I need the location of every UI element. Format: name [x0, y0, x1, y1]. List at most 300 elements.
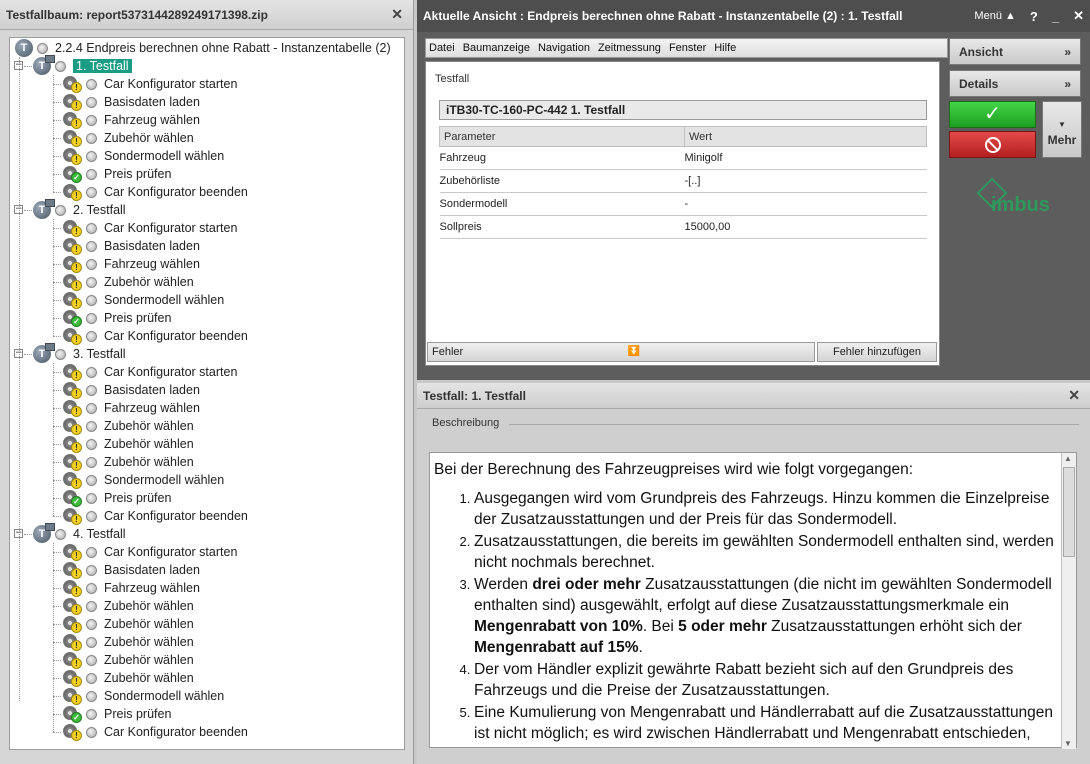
- test-step-label: Preis prüfen: [104, 167, 172, 181]
- table-header-row: [440, 127, 927, 147]
- menu-item-navigation[interactable]: Navigation: [537, 42, 590, 54]
- tree-item-step[interactable]: [62, 687, 224, 705]
- details-label: Details: [959, 76, 999, 91]
- status-dot-icon: [86, 475, 97, 486]
- test-step-icon: [62, 687, 82, 705]
- ansicht-button[interactable]: [949, 38, 1081, 65]
- tree-item-step[interactable]: [62, 633, 194, 651]
- tree-connector: [53, 363, 54, 516]
- tree-item-step[interactable]: [62, 723, 248, 741]
- tree-connector: [24, 210, 32, 211]
- warning-badge-icon: !: [71, 460, 82, 471]
- tree-connector: [53, 102, 61, 103]
- tree-connector: [53, 282, 61, 283]
- status-dot-icon: [86, 97, 97, 108]
- test-step-label: Basisdaten laden: [104, 95, 200, 109]
- test-step-icon: [62, 633, 82, 651]
- test-step-label: Zubehör wählen: [104, 437, 194, 451]
- imbus-logo: [973, 178, 1063, 220]
- table-row[interactable]: [440, 147, 927, 170]
- status-dot-icon: [86, 295, 97, 306]
- menu-button[interactable]: [974, 10, 1015, 22]
- warning-badge-icon: !: [71, 298, 82, 309]
- testcase-tree: [9, 37, 405, 750]
- collapse-toggle-icon[interactable]: −: [15, 348, 23, 358]
- test-step-icon: [62, 111, 82, 129]
- parameter-cell: Sollpreis: [440, 216, 685, 239]
- table-row[interactable]: [440, 193, 927, 216]
- logo-text: imbus: [991, 194, 1050, 216]
- test-step-label: Zubehör wählen: [104, 599, 194, 613]
- description-list-item: [474, 488, 1056, 530]
- test-step-label: Sondermodell wählen: [104, 473, 225, 487]
- tree-item-step[interactable]: [62, 363, 237, 381]
- testcase-section-label: Testfall: [435, 73, 470, 85]
- warning-badge-icon: !: [71, 622, 82, 633]
- status-dot-icon: [55, 61, 66, 72]
- ansicht-label: Ansicht: [959, 44, 1004, 59]
- test-step-icon: [62, 219, 82, 237]
- tree-connector: [24, 66, 32, 67]
- description-intro: Bei der Berechnung des Fahrzeugpreises wird wie folgt vorgegangen:: [434, 461, 914, 478]
- testcase-label: 3. Testfall: [73, 347, 126, 361]
- menu-item-fenster[interactable]: Fenster: [668, 42, 707, 54]
- emphasis-text: 5 oder mehr: [678, 618, 767, 635]
- tree-connector: [53, 516, 61, 517]
- details-button[interactable]: [949, 70, 1081, 97]
- test-step-icon: [62, 129, 82, 147]
- tree-connector: [53, 174, 61, 175]
- tree-connector: [53, 732, 61, 733]
- passed-badge-icon: ✓: [71, 172, 82, 183]
- testsuite-icon: T: [15, 39, 33, 57]
- pass-button[interactable]: [949, 101, 1036, 128]
- tree-item-step[interactable]: [62, 651, 194, 669]
- current-view-panel: [417, 0, 1090, 380]
- test-step-icon: [62, 615, 82, 633]
- current-view-header: [417, 0, 1090, 32]
- parameter-cell: Zubehörliste: [440, 170, 685, 193]
- close-icon: ✕: [1073, 8, 1084, 23]
- body-text: Zusatzausstattungen erhöht sich der: [766, 618, 1022, 635]
- test-step-icon: [62, 399, 82, 417]
- tree-connector: [53, 246, 61, 247]
- testcase-icon: T: [33, 201, 51, 219]
- warning-badge-icon: !: [71, 136, 82, 147]
- expand-down-icon[interactable]: ⏬: [627, 346, 640, 357]
- body-text: Zusatzausstattungen, die bereits im gewählten Sondermodell enthalten sind, werden nicht nochmals berechnet.: [474, 533, 1054, 571]
- emphasis-text: Mengenrabatt von 10%: [474, 618, 643, 635]
- tree-connector: [53, 498, 61, 499]
- status-dot-icon: [55, 349, 66, 360]
- status-dot-icon: [86, 511, 97, 522]
- description-scrollbar[interactable]: [1061, 453, 1076, 749]
- scroll-down-icon[interactable]: ▼: [1064, 739, 1072, 748]
- test-step-label: Preis prüfen: [104, 311, 172, 325]
- tree-connector: [53, 624, 61, 625]
- test-step-label: Car Konfigurator beenden: [104, 185, 248, 199]
- description-list-item: [474, 702, 1056, 744]
- warning-badge-icon: !: [71, 388, 82, 399]
- tree-connector: [24, 534, 32, 535]
- test-step-label: Car Konfigurator starten: [104, 545, 238, 559]
- tree-connector: [53, 678, 61, 679]
- status-dot-icon: [86, 403, 97, 414]
- tree-panel-header: [0, 0, 413, 30]
- status-dot-icon: [86, 313, 97, 324]
- passed-badge-icon: ✓: [71, 496, 82, 507]
- status-dot-icon: [86, 187, 97, 198]
- test-step-icon: [62, 489, 82, 507]
- description-list-item: [474, 659, 1056, 701]
- add-error-button[interactable]: Fehler hinzufügen: [817, 342, 937, 362]
- testcase-description-panel: [417, 383, 1090, 764]
- warning-badge-icon: !: [71, 244, 82, 255]
- parameter-cell: Fahrzeug: [440, 147, 685, 170]
- description-text[interactable]: [429, 452, 1077, 748]
- tree-connector: [53, 84, 61, 85]
- test-step-label: Zubehör wählen: [104, 617, 194, 631]
- test-step-label: Zubehör wählen: [104, 653, 194, 667]
- status-dot-icon: [86, 601, 97, 612]
- tree-connector: [53, 660, 61, 661]
- tree-item-step[interactable]: [62, 705, 171, 723]
- status-dot-icon: [86, 151, 97, 162]
- tree-connector: [53, 138, 61, 139]
- double-chevron-right-icon: »: [1064, 44, 1071, 59]
- warning-badge-icon: !: [71, 262, 82, 273]
- status-dot-icon: [37, 43, 48, 54]
- value-cell: 15000,00: [685, 216, 927, 239]
- tree-item-testcase[interactable]: [33, 201, 126, 219]
- testcase-label: 1. Testfall: [73, 59, 132, 73]
- warning-badge-icon: !: [71, 406, 82, 417]
- tree-connector: [53, 642, 61, 643]
- testcase-icon: T: [33, 345, 51, 363]
- test-step-label: Preis prüfen: [104, 707, 172, 721]
- test-step-icon: [62, 705, 82, 723]
- test-step-icon: [62, 669, 82, 687]
- status-dot-icon: [86, 223, 97, 234]
- help-label: ?: [1029, 8, 1038, 24]
- current-view-title: Aktuelle Ansicht : Endpreis berechnen ohne Rabatt - Instanzentabelle (2) : 1. Testfall: [423, 9, 903, 23]
- tree-item-step[interactable]: [62, 399, 200, 417]
- testcase-icon: T: [33, 57, 51, 75]
- testcase-id: iTB30-TC-160-PC-442 1. Testfall: [439, 100, 927, 120]
- test-step-icon: [62, 579, 82, 597]
- tree-item-step[interactable]: [62, 597, 194, 615]
- test-step-icon: [62, 93, 82, 111]
- tree-connector: [53, 264, 61, 265]
- tree-item-step[interactable]: [62, 291, 224, 309]
- scrollbar-thumb[interactable]: [1063, 467, 1075, 557]
- close-icon[interactable]: ✕: [1068, 387, 1080, 403]
- tree-connector: [53, 588, 61, 589]
- testcase-label: 2. Testfall: [73, 203, 126, 217]
- status-dot-icon: [86, 331, 97, 342]
- test-step-icon: [62, 291, 82, 309]
- tree-connector: [53, 156, 61, 157]
- status-dot-icon: [86, 169, 97, 180]
- tree-item-step[interactable]: [62, 579, 200, 597]
- status-dot-icon: [86, 691, 97, 702]
- tree-item-step[interactable]: [62, 129, 194, 147]
- test-step-icon: [62, 435, 82, 453]
- status-dot-icon: [86, 133, 97, 144]
- status-dot-icon: [86, 457, 97, 468]
- status-dot-icon: [86, 421, 97, 432]
- status-dot-icon: [86, 727, 97, 738]
- test-step-label: Basisdaten laden: [104, 563, 200, 577]
- warning-badge-icon: !: [71, 478, 82, 489]
- checkmark-icon: ✓: [984, 103, 1001, 125]
- double-chevron-right-icon: »: [1064, 76, 1071, 91]
- status-dot-icon: [86, 385, 97, 396]
- no-entry-icon: [985, 137, 1001, 153]
- tree-item-step[interactable]: [62, 219, 237, 237]
- chevron-down-icon: ▼: [1058, 120, 1066, 129]
- test-step-icon: [62, 273, 82, 291]
- test-step-icon: [62, 147, 82, 165]
- tree-item-step[interactable]: [62, 543, 237, 561]
- test-step-label: Car Konfigurator beenden: [104, 725, 248, 739]
- status-dot-icon: [55, 205, 66, 216]
- test-step-label: Zubehör wählen: [104, 455, 194, 469]
- tree-connector: [53, 480, 61, 481]
- warning-badge-icon: !: [71, 190, 82, 201]
- passed-badge-icon: ✓: [71, 712, 82, 723]
- help-button[interactable]: [1030, 9, 1038, 24]
- table-row[interactable]: [440, 170, 927, 193]
- warning-badge-icon: !: [71, 640, 82, 651]
- status-dot-icon: [86, 367, 97, 378]
- tree-connector: [53, 318, 61, 319]
- tree-item-testcase[interactable]: [33, 57, 132, 75]
- body-text: Eine Kumulierung von Mengenrabatt und Händlerrabatt auf die Zusatzausstattungen ist nicht möglich; es wird zwischen Händlerrabatt und Mengenrabatt entschieden,: [474, 704, 1054, 742]
- warning-badge-icon: !: [71, 100, 82, 111]
- warning-badge-icon: !: [71, 568, 82, 579]
- status-dot-icon: [86, 115, 97, 126]
- tree-connector: [53, 300, 61, 301]
- tree-connector: [24, 354, 32, 355]
- tree-item-step[interactable]: [62, 417, 194, 435]
- test-step-label: Preis prüfen: [104, 491, 172, 505]
- test-step-label: Sondermodell wählen: [104, 689, 225, 703]
- error-label: Fehler: [432, 346, 464, 358]
- testcase-icon: T: [33, 525, 51, 543]
- collapse-toggle-icon[interactable]: −: [15, 204, 23, 214]
- value-cell: Minigolf: [685, 147, 927, 170]
- warning-badge-icon: !: [71, 550, 82, 561]
- warning-badge-icon: !: [71, 694, 82, 705]
- tree-item-step[interactable]: [62, 255, 200, 273]
- test-step-icon: [62, 561, 82, 579]
- status-dot-icon: [86, 259, 97, 270]
- body-text: Werden: [474, 576, 533, 593]
- tree-connector: [53, 336, 61, 337]
- test-step-label: Zubehör wählen: [104, 671, 194, 685]
- warning-badge-icon: !: [71, 442, 82, 453]
- test-step-label: Car Konfigurator beenden: [104, 509, 248, 523]
- tree-item-testcase[interactable]: [33, 525, 126, 543]
- tree-item-step[interactable]: [62, 183, 248, 201]
- body-text: Ausgegangen wird vom Grundpreis des Fahrzeugs. Hinzu kommen die Einzelpreise der Zusatzausstattungen und der Preis für das Sondermodell.: [474, 490, 1050, 528]
- tree-connector: [53, 714, 61, 715]
- tree-connector: [53, 390, 61, 391]
- tree-panel-title: Testfallbaum: report5373144289249171398.zip: [6, 7, 268, 22]
- scroll-up-icon[interactable]: ▲: [1064, 454, 1072, 463]
- test-step-label: Car Konfigurator starten: [104, 221, 238, 235]
- section-divider: [509, 424, 1079, 425]
- tree-item-step[interactable]: [62, 147, 224, 165]
- tree-item-step[interactable]: [62, 489, 171, 507]
- minimize-icon: _: [1051, 8, 1060, 24]
- body-text: Der vom Händler explizit gewährte Rabatt bezieht sich auf den Grundpreis des Fahrzeugs und die Preise der Zusatzausstattungen.: [474, 661, 1014, 699]
- test-step-label: Sondermodell wählen: [104, 293, 225, 307]
- tree-connector: [19, 57, 20, 701]
- status-dot-icon: [86, 637, 97, 648]
- column-header-wert[interactable]: Wert: [685, 127, 927, 147]
- tree-item-step[interactable]: [62, 615, 194, 633]
- status-dot-icon: [86, 493, 97, 504]
- tree-item-step[interactable]: [62, 381, 200, 399]
- warning-badge-icon: !: [71, 514, 82, 525]
- status-dot-icon: [86, 709, 97, 720]
- tree-item-step[interactable]: [62, 435, 194, 453]
- test-step-icon: [62, 381, 82, 399]
- warning-badge-icon: !: [71, 154, 82, 165]
- test-step-icon: [62, 651, 82, 669]
- tree-item-step[interactable]: [62, 237, 200, 255]
- tree-root-item[interactable]: [15, 39, 391, 57]
- test-step-label: Fahrzeug wählen: [104, 581, 200, 595]
- test-step-icon: [62, 255, 82, 273]
- test-step-label: Zubehör wählen: [104, 275, 194, 289]
- status-dot-icon: [86, 79, 97, 90]
- tree-item-step[interactable]: [62, 75, 237, 93]
- warning-badge-icon: !: [71, 424, 82, 435]
- passed-badge-icon: ✓: [71, 316, 82, 327]
- test-step-label: Zubehör wählen: [104, 131, 194, 145]
- test-step-icon: [62, 165, 82, 183]
- emphasis-text: Mengenrabatt auf 15%: [474, 639, 639, 656]
- menu-item-hilfe[interactable]: Hilfe: [714, 42, 737, 54]
- tree-connector: [53, 444, 61, 445]
- tree-item-step[interactable]: [62, 669, 194, 687]
- description-section-label: Beschreibung: [432, 417, 500, 429]
- body-text: Zusatzausstattungen (die nicht im gewählten Sondermodell enthalten sind) ausgewählt, erfolgt auf diese Zusatzausstattungsmerkmale ein: [474, 576, 1052, 614]
- menu-label: Menü: [974, 10, 1002, 22]
- test-step-label: Fahrzeug wählen: [104, 401, 200, 415]
- test-step-icon: [62, 543, 82, 561]
- mehr-button[interactable]: [1042, 101, 1082, 158]
- value-cell: -: [685, 193, 927, 216]
- tree-connector: [53, 543, 54, 732]
- menu-item-datei[interactable]: Datei: [429, 42, 455, 54]
- tree-item-step[interactable]: [62, 561, 200, 579]
- close-icon[interactable]: ✕: [391, 6, 403, 22]
- tree-item-step[interactable]: [62, 309, 171, 327]
- mehr-label: Mehr: [1047, 133, 1077, 147]
- test-step-icon: [62, 453, 82, 471]
- error-bar[interactable]: [427, 342, 815, 362]
- status-dot-icon: [55, 529, 66, 540]
- minimize-button[interactable]: [1052, 9, 1059, 24]
- tree-connector: [53, 462, 61, 463]
- menu-bar: [425, 38, 948, 58]
- test-step-label: Zubehör wählen: [104, 635, 194, 649]
- body-text: . Bei: [642, 618, 679, 635]
- test-step-label: Basisdaten laden: [104, 383, 200, 397]
- warning-badge-icon: !: [71, 586, 82, 597]
- status-dot-icon: [86, 439, 97, 450]
- parameter-table: [439, 126, 927, 239]
- status-dot-icon: [86, 547, 97, 558]
- test-step-icon: [62, 507, 82, 525]
- warning-badge-icon: !: [71, 280, 82, 291]
- collapse-toggle-icon[interactable]: −: [15, 60, 23, 70]
- tree-item-step[interactable]: [62, 327, 248, 345]
- test-step-icon: [62, 75, 82, 93]
- collapse-toggle-icon[interactable]: −: [15, 528, 23, 538]
- test-step-label: Sondermodell wählen: [104, 149, 225, 163]
- menu-item-baumanzeige[interactable]: Baumanzeige: [462, 42, 530, 54]
- tree-root-label: 2.2.4 Endpreis berechnen ohne Rabatt - Instanzentabelle (2): [55, 41, 391, 55]
- tree-item-step[interactable]: [62, 273, 194, 291]
- warning-badge-icon: !: [71, 676, 82, 687]
- test-step-icon: [62, 363, 82, 381]
- status-dot-icon: [86, 673, 97, 684]
- test-step-label: Car Konfigurator beenden: [104, 329, 248, 343]
- fail-button[interactable]: [949, 131, 1036, 158]
- tree-item-step[interactable]: [62, 471, 224, 489]
- menu-item-zeitmessung[interactable]: Zeitmessung: [597, 42, 661, 54]
- body-text: .: [638, 639, 643, 656]
- status-dot-icon: [86, 583, 97, 594]
- description-list: [434, 488, 1056, 744]
- warning-badge-icon: !: [71, 370, 82, 381]
- tree-connector: [53, 120, 61, 121]
- status-dot-icon: [86, 241, 97, 252]
- tree-connector: [53, 192, 61, 193]
- column-header-parameter[interactable]: Parameter: [440, 127, 685, 147]
- tree-item-step[interactable]: [62, 165, 171, 183]
- tree-item-step[interactable]: [62, 111, 200, 129]
- warning-badge-icon: !: [71, 118, 82, 129]
- tree-connector: [53, 228, 61, 229]
- tree-connector: [53, 75, 54, 192]
- test-step-label: Fahrzeug wählen: [104, 257, 200, 271]
- test-step-icon: [62, 471, 82, 489]
- test-step-label: Zubehör wählen: [104, 419, 194, 433]
- test-step-icon: [62, 183, 82, 201]
- table-row[interactable]: [440, 216, 927, 239]
- tree-item-step[interactable]: [62, 507, 248, 525]
- description-panel-header: [417, 383, 1090, 409]
- tree-item-testcase[interactable]: [33, 345, 126, 363]
- status-dot-icon: [86, 565, 97, 576]
- testcase-content: [425, 61, 940, 366]
- test-step-label: Fahrzeug wählen: [104, 113, 200, 127]
- value-cell: -[..]: [685, 170, 927, 193]
- tree-item-step[interactable]: [62, 93, 200, 111]
- tree-connector: [53, 606, 61, 607]
- test-step-icon: [62, 723, 82, 741]
- close-button[interactable]: [1073, 8, 1084, 24]
- test-step-icon: [62, 327, 82, 345]
- test-step-icon: [62, 417, 82, 435]
- tree-item-step[interactable]: [62, 453, 194, 471]
